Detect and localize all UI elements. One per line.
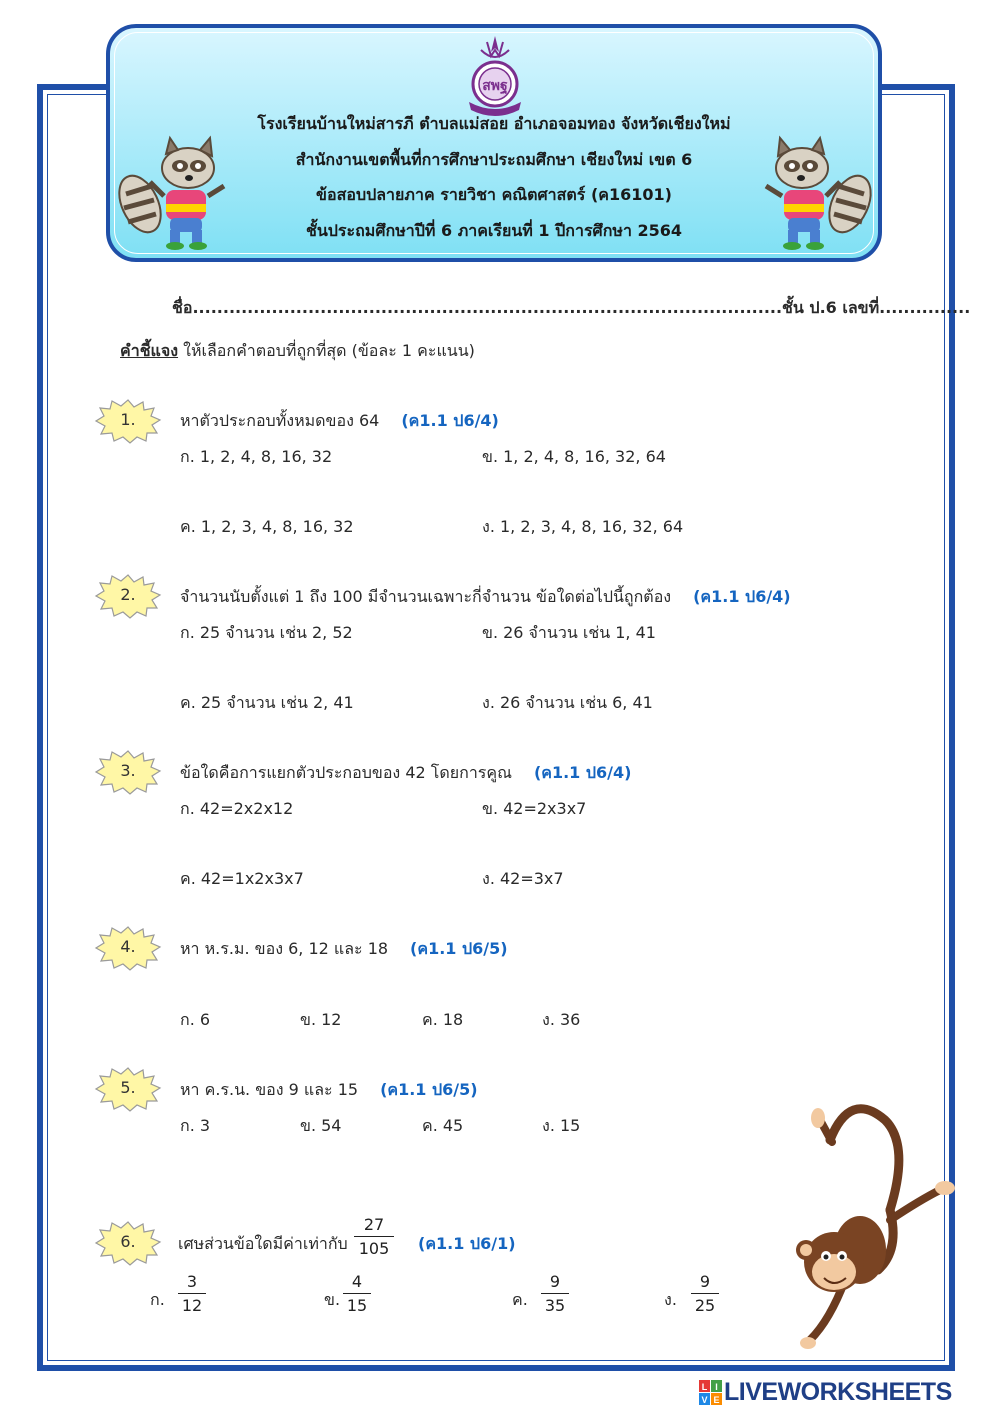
choice-a[interactable]: ก. 3 [180,1116,211,1135]
choice-a[interactable]: ก. 6 [180,1010,211,1029]
choice-c[interactable]: ค. 45 [422,1116,464,1135]
choice-d[interactable]: ง. 15 [542,1116,581,1135]
fraction-numerator: 27 [354,1215,394,1237]
choice-d[interactable]: ง. 1, 2, 3, 4, 8, 16, 32, 64 [482,517,684,536]
raccoon-mascot-right-icon [752,134,874,252]
svg-text:I: I [715,1382,718,1392]
indicator-code: (ค1.1 ป6/4) [533,763,632,782]
choice-d-label: ง. [664,1290,677,1309]
instruction-text: ให้เลือกคำตอบที่ถูกที่สุด (ข้อละ 1 คะแนน) [178,341,475,360]
question-text: จำนวนนับตั้งแต่ 1 ถึง 100 มีจำนวนเฉพาะกี่จำนวน ข้อใดต่อไปนี้ถูกต้อง (ค1.1 ป6/4) [180,587,791,606]
choice-d[interactable]: ง. 26 จำนวน เช่น 6, 41 [482,693,653,712]
question-number: 6. [120,1232,136,1251]
choice-b[interactable]: ข. 26 จำนวน เช่น 1, 41 [482,623,656,642]
exam-title: ข้อสอบปลายภาค รายวิชา คณิตศาสตร์ (ค16101) [316,185,672,204]
question-number: 3. [120,761,136,780]
question-number-badge [94,1066,162,1112]
choice-d[interactable]: $\frac{9}{25}$ [691,1272,719,1315]
student-info-line: ชื่อ.................................................................................................ชั้น ป.6 เลขที่............... [172,298,971,317]
question-number: 1. [120,410,136,429]
choice-c[interactable]: ค. 25 จำนวน เช่น 2, 41 [180,693,354,712]
indicator-code: (ค1.1 ป6/5) [380,1080,478,1099]
question-number-badge [94,398,162,444]
choice-a[interactable]: ก. 1, 2, 4, 8, 16, 32 [180,447,333,466]
question-text: หา ค.ร.น. ของ 9 และ 15 (ค1.1 ป6/5) [180,1080,478,1099]
indicator-code: (ค1.1 ป6/1) [418,1234,516,1253]
question-text: หาตัวประกอบทั้งหมดของ 64 (ค1.1 ป6/4) [180,411,499,430]
question-number-badge [94,925,162,971]
choice-c[interactable]: ค. 1, 2, 3, 4, 8, 16, 32 [180,517,354,536]
choice-b[interactable]: ข. 12 [300,1010,342,1029]
choice-d[interactable]: ง. 36 [542,1010,581,1029]
choice-a[interactable]: ก. 25 จำนวน เช่น 2, 52 [180,623,353,642]
question-number-badge [94,573,162,619]
svg-text:E: E [713,1395,720,1405]
raccoon-mascot-left-icon [116,134,238,252]
school-name: โรงเรียนบ้านใหม่สารภี ตำบลแม่สอย อำเภอจอมทอง จังหวัดเชียงใหม่ [257,114,731,133]
question-number: 5. [120,1078,136,1097]
question-number: 4. [120,937,136,956]
district-office: สำนักงานเขตพื้นที่การศึกษาประถมศึกษา เชียงใหม่ เขต 6 [295,150,693,169]
choice-b[interactable]: ข. 54 [300,1116,342,1135]
liveworksheets-logo-icon [698,1378,724,1408]
target-fraction [354,1215,394,1258]
svg-text:L: L [701,1382,708,1392]
question-text: หา ห.ร.ม. ของ 6, 12 และ 18 (ค1.1 ป6/5) [180,939,508,958]
choice-c[interactable]: ค. 42=1x2x3x7 [180,869,304,888]
choice-c-label: ค. [512,1290,528,1309]
choice-a[interactable]: ก. 42=2x2x12 [180,799,294,818]
question-number: 2. [120,585,136,604]
choice-a-label: ก. [150,1290,165,1309]
choice-b[interactable]: $\frac{4}{15}$ [343,1272,371,1315]
grade-semester: ชั้นประถมศึกษาปีที่ 6 ภาคเรียนที่ 1 ปีการศึกษา 2564 [305,221,683,240]
monkey-illustration-icon [790,1100,960,1360]
question-number-badge [94,749,162,795]
emblem-text: สพฐ [482,78,508,94]
question-text: ข้อใดคือการแยกตัวประกอบของ 42 โดยการคูณ (ค1.1 ป6/4) [180,763,632,782]
choice-a[interactable]: $\frac{3}{12}$ [178,1272,206,1315]
liveworksheets-watermark: LIVEWORKSHEETS [724,1378,952,1406]
school-emblem-icon [465,34,525,118]
fraction-denominator: 105 [358,1239,390,1258]
question-number-badge [94,1220,162,1266]
instruction [120,339,475,364]
question-text: เศษส่วนข้อใดมีค่าเท่ากับ [178,1234,348,1253]
choice-d[interactable]: ง. 42=3x7 [482,869,564,888]
choice-b-label: ข. [324,1290,341,1309]
svg-text:V: V [701,1395,708,1405]
indicator-code: (ค1.1 ป6/4) [693,587,791,606]
choice-c[interactable]: ค. 18 [422,1010,464,1029]
indicator-code: (ค1.1 ป6/4) [401,411,499,430]
choice-b[interactable]: ข. 42=2x3x7 [482,799,587,818]
instruction-label: คำชี้แจง [120,341,179,360]
indicator-code: (ค1.1 ป6/5) [410,939,508,958]
choice-c[interactable]: $\frac{9}{35}$ [541,1272,569,1315]
choice-b[interactable]: ข. 1, 2, 4, 8, 16, 32, 64 [482,447,666,466]
